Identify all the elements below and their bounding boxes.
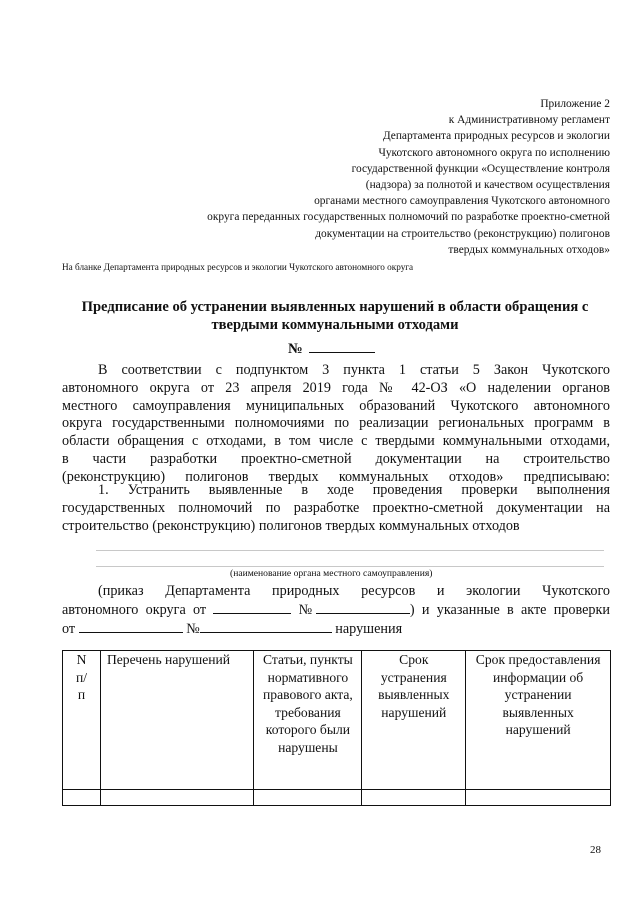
- appendix-line: государственной функции «Осуществление контроля: [351, 162, 610, 175]
- text-line: государственных полномочий по разработке проектно-сметной документации на: [62, 499, 610, 516]
- table-cell[interactable]: [254, 790, 362, 806]
- table-cell[interactable]: [100, 790, 254, 806]
- number-blank: [316, 601, 410, 614]
- document-number: [288, 340, 375, 358]
- table-cell[interactable]: [63, 790, 101, 806]
- number-blank: [200, 620, 332, 633]
- appendix-line: Приложение 2: [540, 98, 610, 110]
- table-row: [63, 790, 611, 806]
- org-caption: (наименование органа местного самоуправления): [230, 568, 433, 579]
- text-line: (приказ Департамента природных ресурсов и экологии Чукотского: [98, 583, 610, 599]
- text-line: [62, 620, 610, 639]
- text-fragment: ) и указанные в акте проверки: [409, 601, 610, 618]
- paragraph-order: [62, 583, 610, 638]
- text-line: в части разработки проектно-сметной документации на строительство: [62, 450, 610, 467]
- fill-line: [96, 550, 604, 551]
- table-cell[interactable]: [466, 790, 611, 806]
- header-cell: Срок устранения выявленных нарушений: [362, 651, 466, 790]
- number-sign: №: [298, 601, 316, 618]
- appendix-line: Департамента природных ресурсов и экологии: [382, 130, 610, 143]
- number-blank: [309, 340, 375, 353]
- letterhead-note: На бланке Департамента природных ресурсов и экологии Чукотского автономного округа: [62, 262, 414, 272]
- header-cell: Статьи, пункты нормативного правового акта, требования которого были нарушены: [254, 651, 362, 790]
- title-line: Предписание об устранении выявленных нарушений в области обращения с: [81, 299, 589, 315]
- table-cell[interactable]: [362, 790, 466, 806]
- text-fragment: автономного округа от: [62, 601, 207, 618]
- text-line: области обращения с отходами, в том числе с твердыми коммунальными отходами,: [62, 433, 610, 450]
- text-line: строительство (реконструкцию) полигонов твердых коммунальных отходов: [62, 517, 520, 534]
- violations-table: [62, 650, 611, 806]
- text-line: 1. Устранить выявленные в ходе проведения проверки выполнения: [98, 482, 610, 498]
- appendix-line: документации на строительство (реконструкцию) полигонов: [315, 227, 610, 240]
- date-blank: [79, 620, 183, 633]
- document-title: [60, 298, 610, 334]
- header-cell: Перечень нарушений: [100, 651, 254, 790]
- text-fragment: от: [62, 620, 76, 637]
- text-line: округа государственными полномочиями по реализации региональных программ в: [62, 415, 610, 432]
- appendix-header: [90, 96, 610, 258]
- appendix-line: к Административному регламент: [448, 114, 610, 127]
- text-line: местного самоуправления муниципальных образований Чукотского автономного: [62, 397, 610, 414]
- text-line: В соответствии с подпунктом 3 пункта 1 статьи 5 Закон Чукотского: [98, 362, 610, 378]
- table-header-row: [63, 651, 611, 790]
- date-blank: [213, 601, 291, 614]
- page-number: 28: [590, 844, 601, 856]
- text-line: [62, 601, 610, 620]
- text-line: (реконструкцию) полигонов твердых коммунальных отходов» предписываю:: [62, 468, 610, 485]
- text-fragment: нарушения: [335, 620, 403, 637]
- appendix-line: округа переданных государственных полномочий по разработке проектно-сметной: [207, 211, 610, 224]
- paragraph-item-1: [62, 482, 610, 535]
- text-line: автономного округа от 23 апреля 2019 года № 42-ОЗ «О наделении органов: [62, 379, 610, 396]
- number-sign: №: [288, 341, 303, 357]
- header-cell: N п/п: [63, 651, 101, 790]
- appendix-line: (надзора) за полнотой и качеством осуществления: [365, 179, 610, 192]
- appendix-line: органами местного самоуправления Чукотского автономного: [314, 195, 610, 208]
- appendix-line: твердых коммунальных отходов»: [448, 243, 610, 256]
- number-sign: №: [186, 620, 200, 637]
- paragraph-basis: [62, 362, 610, 487]
- title-line: твердыми коммунальными отходами: [211, 317, 459, 333]
- header-cell: Срок предоставления информации об устранении выявленных нарушений: [466, 651, 611, 790]
- appendix-line: Чукотского автономного округа по исполнению: [378, 146, 610, 159]
- fill-line: [96, 566, 604, 567]
